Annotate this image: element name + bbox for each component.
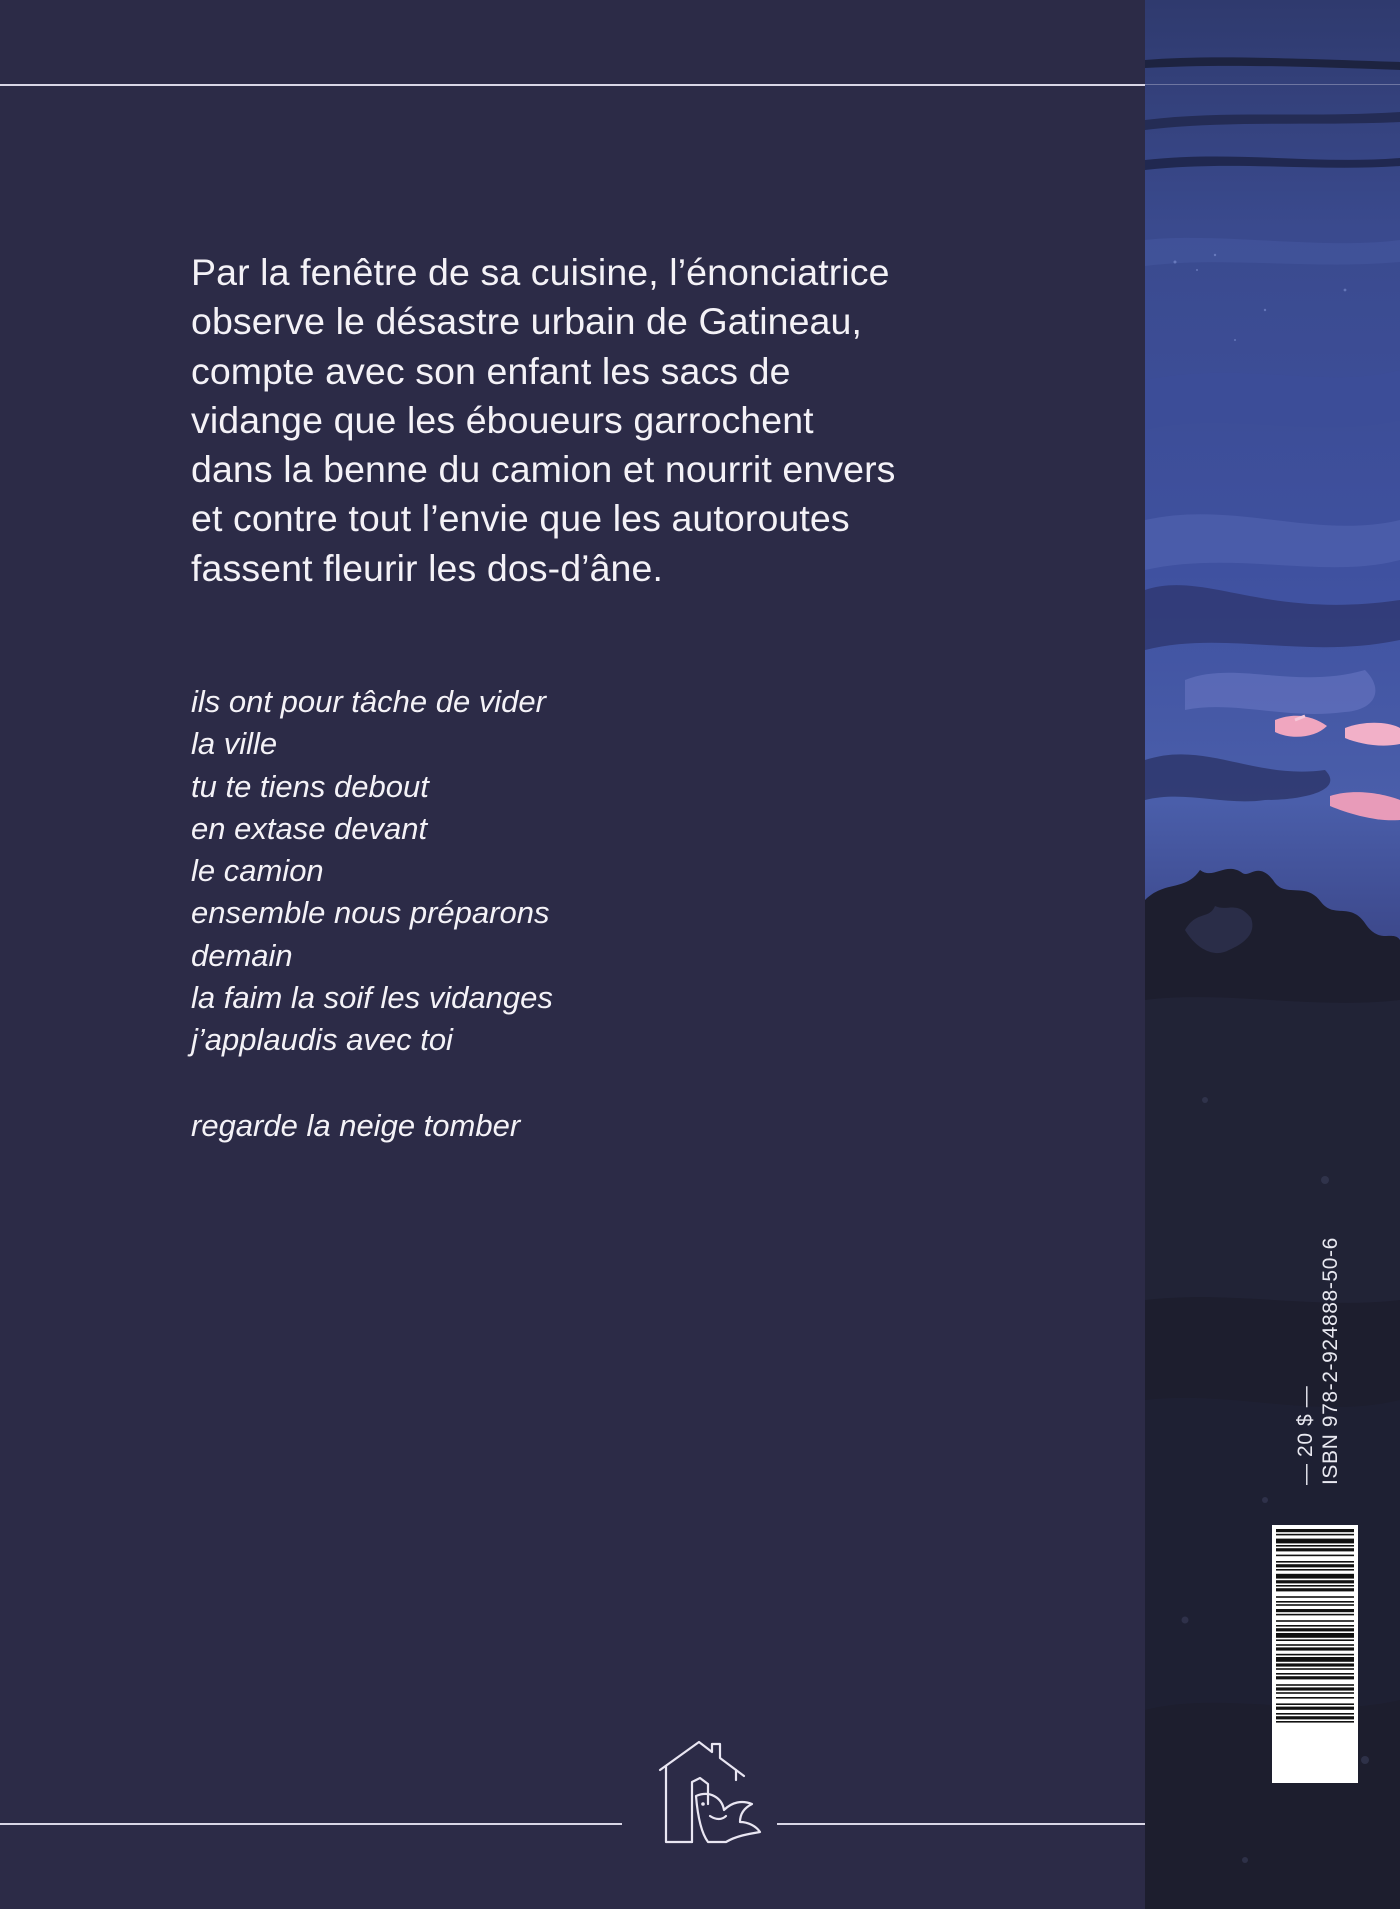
- poem-line: le camion: [191, 853, 324, 889]
- synopsis-line: observe le désastre urbain de Gatineau,: [191, 300, 862, 343]
- barcode-bar: [1276, 1713, 1354, 1715]
- house-with-bird-icon: [652, 1736, 768, 1848]
- top-divider-line-strip: [1145, 84, 1400, 85]
- barcode-bar: [1276, 1569, 1354, 1571]
- barcode-bar: [1276, 1561, 1354, 1563]
- barcode-bar: [1276, 1687, 1354, 1690]
- barcode-bar: [1276, 1609, 1354, 1612]
- synopsis-line: vidange que les éboueurs garrochent: [191, 398, 814, 441]
- barcode-bar: [1276, 1721, 1354, 1723]
- price-label: — 20 $ —: [1294, 1385, 1317, 1485]
- poem-line: la ville: [191, 726, 278, 762]
- barcode-bar: [1276, 1585, 1354, 1587]
- poem-line: en extase devant: [191, 810, 428, 846]
- barcode-bar: [1276, 1539, 1354, 1544]
- bottom-divider-line-right: [777, 1823, 1145, 1825]
- barcode-bar: [1276, 1654, 1354, 1656]
- bottom-divider-line-left: [0, 1823, 622, 1825]
- barcode-bar: [1276, 1657, 1354, 1662]
- barcode-bar: [1276, 1663, 1354, 1666]
- barcode-bar: [1276, 1628, 1354, 1631]
- synopsis-line: et contre tout l’envie que les autoroutes: [191, 497, 850, 540]
- synopsis-line: dans la benne du camion et nourrit envers: [191, 448, 896, 491]
- poem-line: ils ont pour tâche de vider: [191, 684, 546, 719]
- barcode-bar: [1276, 1707, 1354, 1710]
- barcode-bar: [1276, 1697, 1354, 1699]
- poem-line: tu te tiens debout: [191, 768, 429, 804]
- barcode-bar: [1276, 1639, 1354, 1641]
- price-isbn-block: [1293, 1237, 1343, 1485]
- barcode-bar: [1276, 1625, 1354, 1627]
- barcode-bar: [1276, 1676, 1354, 1679]
- poem-final-line: regarde la neige tomber: [191, 1108, 521, 1143]
- poem-line: ensemble nous préparons: [191, 895, 550, 931]
- barcode-bar: [1276, 1644, 1354, 1646]
- top-divider-line: [0, 84, 1145, 86]
- barcode-bar: [1276, 1668, 1354, 1670]
- barcode-bar: [1276, 1534, 1354, 1536]
- barcode-bar: [1276, 1601, 1354, 1603]
- barcode-bar: [1276, 1529, 1354, 1532]
- poem-excerpt: [191, 681, 891, 1062]
- barcode-bar: [1276, 1692, 1354, 1694]
- barcode-bar: [1276, 1548, 1354, 1551]
- barcode-bar: [1276, 1545, 1354, 1547]
- barcode-bar: [1276, 1647, 1354, 1650]
- barcode-bar: [1276, 1620, 1354, 1622]
- barcode-bar: [1276, 1684, 1354, 1686]
- barcode-bar: [1276, 1633, 1354, 1638]
- barcode-bar: [1276, 1673, 1354, 1675]
- barcode-bar: [1276, 1555, 1354, 1557]
- barcode-bar: [1276, 1703, 1354, 1705]
- isbn-label: ISBN 978-2-924888-50-6: [1319, 1237, 1342, 1485]
- synopsis-line: fassent fleurir les dos-d’âne.: [191, 546, 663, 589]
- synopsis-paragraph: [191, 248, 1031, 593]
- barcode-bar: [1276, 1604, 1354, 1606]
- barcode-bar: [1276, 1580, 1354, 1583]
- barcode-bar: [1276, 1588, 1354, 1591]
- synopsis-line: compte avec son enfant les sacs de: [191, 349, 791, 392]
- barcode-bar: [1276, 1716, 1354, 1719]
- barcode-icon: [1272, 1525, 1358, 1783]
- barcode-bar: [1276, 1596, 1354, 1598]
- poem-line: j’applaudis avec toi: [191, 1022, 453, 1058]
- barcode-bar: [1276, 1564, 1354, 1567]
- synopsis-line: Par la fenêtre de sa cuisine, l’énonciatrice: [191, 251, 890, 293]
- barcode-bar: [1276, 1614, 1354, 1616]
- poem-line: demain: [191, 937, 293, 973]
- poem-line: la faim la soif les vidanges: [191, 980, 553, 1016]
- barcode-bar: [1276, 1574, 1354, 1579]
